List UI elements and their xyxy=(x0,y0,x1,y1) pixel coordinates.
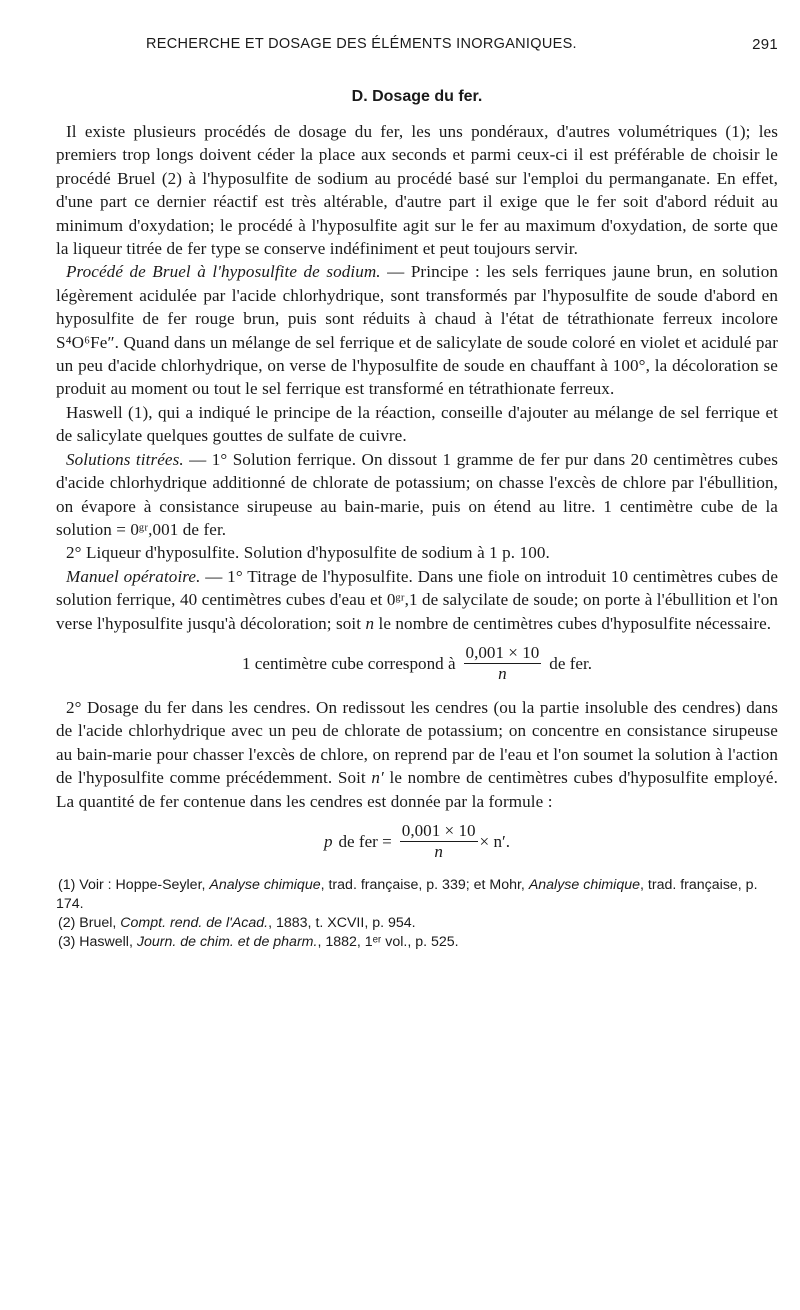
footnote-citation: Compt. rend. de l'Acad. xyxy=(120,914,269,931)
formula-left: 1 centimètre cube correspond à xyxy=(241,653,456,673)
paragraph-intro: Il existe plusieurs procédés de dosage du fer, les uns pondéraux, d'autres volumétriques (1); les premiers trop longs doivent céder la place aux seconds et parmi ceux-ci il est préférable de choisir le procédé Bruel (2) à l'hyposulfite de sodium au procédé basé sur l'emploi du permanganate. En effet, d'une part ce dernier réactif est très altérable, d'autre part il exige que le fer soit d'abord réduit au minimum d'oxydation; le procédé à l'hyposulfite agit sur le fer au maximum d'oxydation, de sorte que la liqueur titrée de fer type se conserve indéfiniment et peut toujours servir. xyxy=(56,122,778,259)
paragraph-lead: Manuel opératoire. xyxy=(66,566,201,586)
footnote-text: , trad. française, p. 174. xyxy=(56,876,758,912)
formula-left: de fer = xyxy=(338,831,392,851)
paragraph-text: 2° Dosage du fer dans les cendres. On redissout les cendres (ou la partie insoluble des cendres) dans de l'acide chlorhydrique avec un peu de chlorate de potassium; on concentre en consistance sirupeuse au bain-marie pour chasser l'excès de chlore, on reprend par de l'eau et l'on soumet la solution à l'action de l'hyposulfite comme précédemment. Soit xyxy=(56,697,778,788)
paragraph-solutions xyxy=(56,448,778,542)
footnote-text: (2) Bruel, xyxy=(58,914,121,931)
formula-numerator: 0,001 × 10 xyxy=(465,642,540,662)
paragraph-text: — Principe : les sels ferriques jaune brun, en solution légèrement acidulée par l'acide chlorhydrique, sont transformés par l'hyposulfite de soude d'abord en hyposulfite de fer rouge brun, puis sont réduits à chaud à l'état de tétrathionate ferreux incolore S⁴O⁶Fe″. Quand dans un mélange de sel ferrique et de salicylate de soude coloré en violet et acidulé par un peu d'acide chlorhydrique, on verse de l'hyposulfite de soude en chauffant à 100°, la décoloration se produit au moment ou tout le sel ferrique est transformé en tétrathionate ferreux. xyxy=(56,262,778,399)
formula-numerator: 0,001 × 10 xyxy=(401,820,476,840)
page-number: 291 xyxy=(752,36,778,53)
formula-variable-p: p xyxy=(323,831,333,851)
footnote-2 xyxy=(56,914,778,933)
formula-fraction xyxy=(400,821,478,862)
formula-correspondence xyxy=(56,643,778,684)
running-title: RECHERCHE ET DOSAGE DES ÉLÉMENTS INORGANIQUES. xyxy=(146,36,577,52)
formula-right: × n′. xyxy=(479,831,511,851)
footnote-citation: Journ. de chim. et de pharm. xyxy=(136,933,318,950)
paragraph-bruel-procedure xyxy=(56,260,778,400)
formula-fraction xyxy=(464,643,542,684)
footnote-text: , 1883, t. XCVII, p. 954. xyxy=(268,914,416,931)
paragraph-text-tail: le nombre de centimètres cubes d'hyposulfite nécessaire. xyxy=(374,613,772,633)
paragraph-ash-dosage xyxy=(56,696,778,813)
footnote-1 xyxy=(56,876,778,914)
footnote-text: , trad. française, p. 339; et Mohr, xyxy=(320,876,529,893)
footnotes xyxy=(56,876,778,952)
footnote-citation: Analyse chimique xyxy=(209,876,321,893)
footnote-citation: Analyse chimique xyxy=(528,876,641,893)
formula-iron-quantity xyxy=(56,821,778,862)
paragraph-text: — 1° Solution ferrique. On dissout 1 gramme de fer pur dans 20 centimètres cubes d'acide chlorhydrique additionné de chlorate de potassium; on chasse l'excès de chlore par l'ébullition, on évapore à consistance sirupeuse au bain-marie, puis on étend au litre. 1 centimètre cube de la solution = 0ᵍʳ,001 de fer. xyxy=(56,449,778,539)
book-page xyxy=(56,34,778,952)
paragraph-text: — 1° Titrage de l'hyposulfite. Dans une fiole on introduit 10 centimètres cubes de solution ferrique, 40 centimètres cubes d'eau et 0ᵍʳ,1 de salycilate de soude; on porte à l'ébullition et l'on verse l'hyposulfite jusqu'à décoloration; soit xyxy=(56,566,779,633)
running-header xyxy=(56,34,778,60)
footnote-text: (3) Haswell, xyxy=(58,933,137,950)
footnote-text: , 1882, 1ᵉʳ vol., p. 525. xyxy=(317,933,459,950)
paragraph-haswell: Haswell (1), qui a indiqué le principe de la réaction, conseille d'ajouter au mélange de sel ferrique et de salicylate quelques gouttes de sulfate de cuivre. xyxy=(56,402,778,446)
variable-n: n xyxy=(365,613,375,633)
paragraph-operating-manual xyxy=(56,565,778,635)
paragraph-lead: Solutions titrées. xyxy=(66,449,184,469)
formula-denominator: n xyxy=(498,663,507,683)
section-title: D. Dosage du fer. xyxy=(351,88,483,105)
formula-denominator: n xyxy=(434,841,443,861)
paragraph-text-tail: le nombre de centimètres cubes d'hyposulfite employé. La quantité de fer contenue dans les cendres est donnée par la formule : xyxy=(56,768,778,811)
variable-n-prime: n′ xyxy=(371,768,384,788)
paragraph-hyposulfite-liquor: 2° Liqueur d'hyposulfite. Solution d'hyposulfite de sodium à 1 p. 100. xyxy=(66,543,550,563)
paragraph-lead: Procédé de Bruel à l'hyposulfite de sodium. xyxy=(66,262,381,282)
footnote-text: (1) Voir : Hoppe-Seyler, xyxy=(58,876,210,893)
footnote-3 xyxy=(56,933,778,952)
formula-right: de fer. xyxy=(549,653,593,673)
